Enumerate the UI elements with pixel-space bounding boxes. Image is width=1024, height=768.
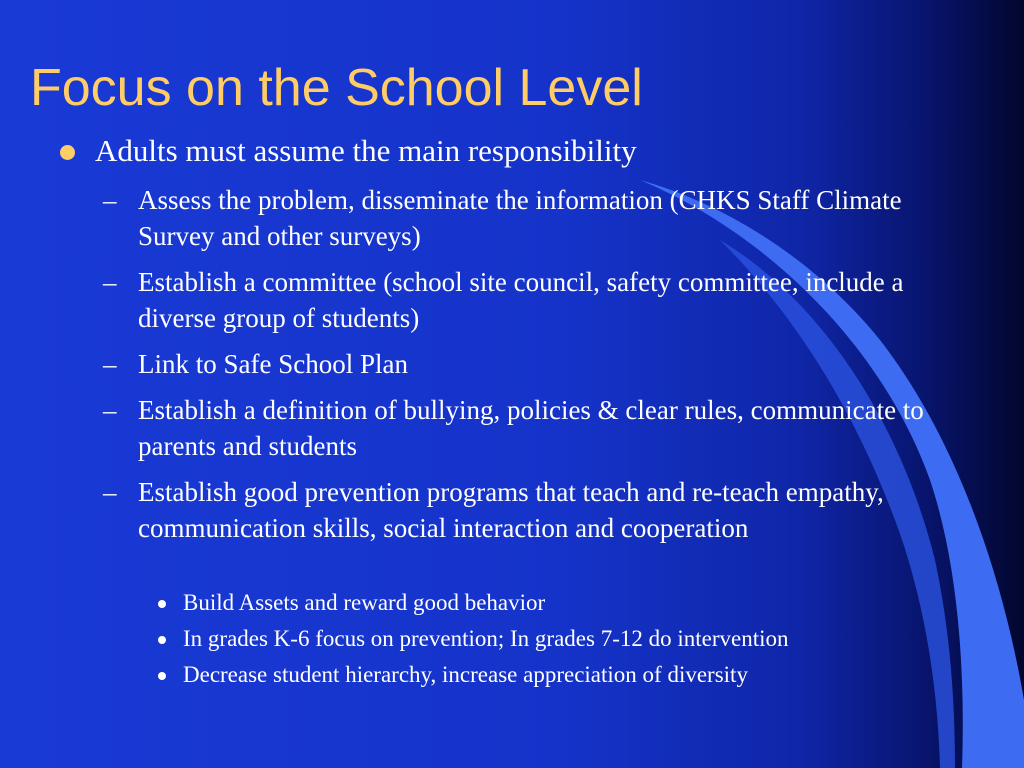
sub-sub-bullet-item bbox=[158, 660, 789, 690]
dash-marker: – bbox=[103, 349, 117, 379]
dash-marker: – bbox=[103, 267, 117, 297]
sub-bullet-item bbox=[103, 264, 963, 336]
sub-bullet-item bbox=[103, 346, 963, 382]
slide-title: Focus on the School Level bbox=[30, 59, 643, 117]
dash-marker: – bbox=[103, 477, 117, 507]
sub-sub-bullet-text: In grades K-6 focus on prevention; In grades 7-12 do intervention bbox=[183, 626, 789, 651]
dash-marker: – bbox=[103, 185, 117, 215]
sub-bullet-text: Establish a definition of bullying, policies & clear rules, communicate to parents and students bbox=[138, 395, 924, 461]
dash-marker: – bbox=[103, 395, 117, 425]
sub-bullet-list bbox=[103, 182, 963, 556]
sub-bullet-item bbox=[103, 474, 963, 546]
sub-bullet-text: Assess the problem, disseminate the information (CHKS Staff Climate Survey and other surveys) bbox=[138, 185, 902, 251]
sub-sub-bullet-item bbox=[158, 588, 789, 618]
main-bullet-text: Adults must assume the main responsibility bbox=[95, 133, 637, 168]
small-bullet-dot-icon bbox=[158, 600, 166, 608]
sub-sub-bullet-text: Build Assets and reward good behavior bbox=[183, 590, 546, 615]
sub-sub-bullet-list bbox=[158, 588, 789, 696]
sub-sub-bullet-item bbox=[158, 624, 789, 654]
bullet-dot-icon bbox=[60, 145, 75, 160]
sub-bullet-item bbox=[103, 182, 963, 254]
sub-bullet-item bbox=[103, 392, 963, 464]
sub-sub-bullet-text: Decrease student hierarchy, increase appreciation of diversity bbox=[183, 662, 748, 687]
sub-bullet-text: Establish good prevention programs that teach and re-teach empathy, communication skills, social interaction and cooperation bbox=[138, 477, 884, 543]
small-bullet-dot-icon bbox=[158, 672, 166, 680]
sub-bullet-text: Link to Safe School Plan bbox=[138, 349, 408, 379]
sub-bullet-text: Establish a committee (school site council, safety committee, include a diverse group of students) bbox=[138, 267, 904, 333]
small-bullet-dot-icon bbox=[158, 636, 166, 644]
